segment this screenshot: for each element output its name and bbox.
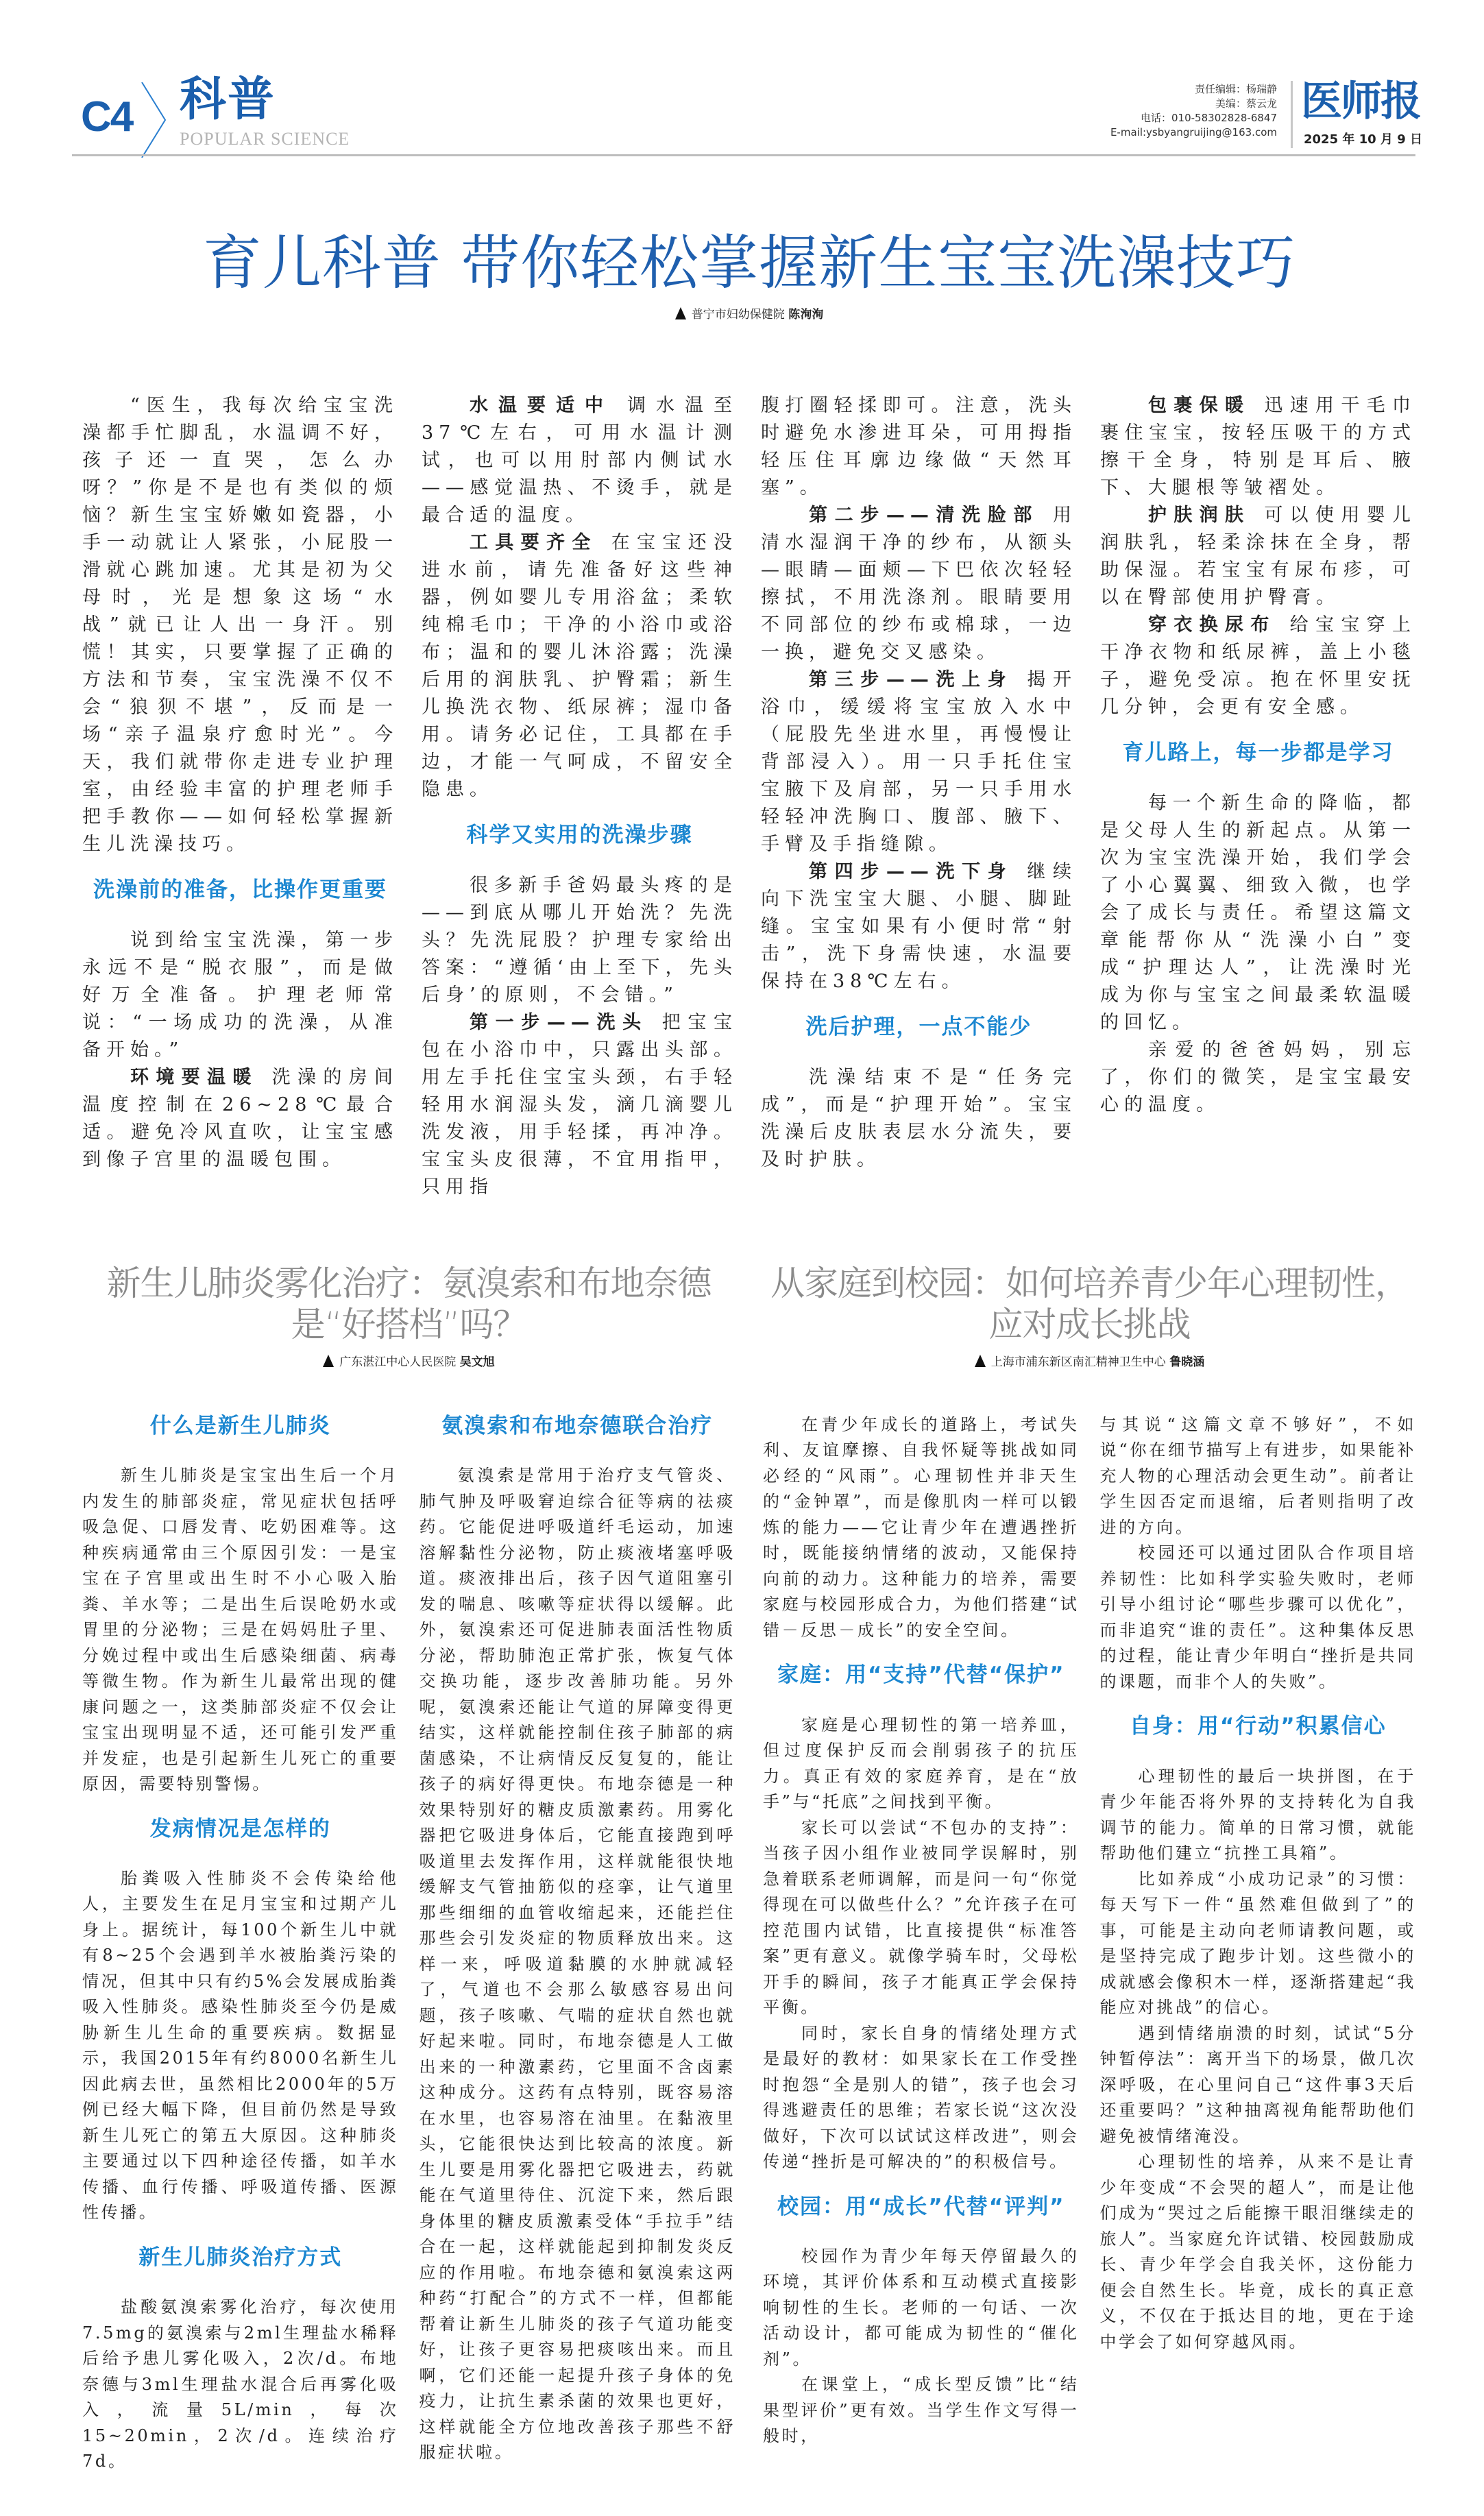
- paragraph: [761, 666, 1077, 858]
- paragraph-text: 腹打圈轻揉即可。注意，洗头时避免水渗进耳朵，可用拇指轻压住耳廓边缘做“天然耳塞”。: [761, 394, 1077, 498]
- article-pneumonia: [82, 1263, 735, 2475]
- paragraph-text: 盐酸氨溴索雾化治疗，每次使用7.5mg的氨溴索与2ml生理盐水稀释后给予患儿雾化吸入，2次/d。布地奈德与3ml生理盐水混合后再雾化吸入，流量5L/min，每次15~20min，2次/d。连续治疗7d。: [82, 2297, 399, 2471]
- paragraph-text: 洗澡结束不是“任务完成”，而是“护理开始”。宝宝洗澡后皮肤表层水分流失，要及时护肤。: [761, 1066, 1077, 1170]
- article-column: [761, 392, 1077, 1201]
- paragraph-text: 在青少年成长的道路上，考试失利、友谊摩擦、自我怀疑等挑战如同必经的“风雨”。心理韧性并非天生的“金钟罩”，而是像肌肉一样可以锻炼的能力——它让青少年在遭遇挫折时，既能接纳情绪的波动，又能保持向前的动力。这种能力的培养，需要家庭与校园形成合力，为他们搭建“试错－反思－成长”的安全空间。: [763, 1414, 1080, 1640]
- paragraph-lead: 护肤润肤: [1148, 504, 1251, 526]
- paragraph-text: 给宝宝穿上干净衣物和纸尿裤，盖上小毯子，避免受凉。抱在怀里安抚几分钟，会更有安全感。: [1100, 614, 1417, 718]
- paragraph: [82, 1866, 399, 2226]
- paragraph: [1100, 392, 1416, 502]
- paragraph-lead: 第四步——洗下身: [809, 860, 1014, 882]
- byline-author: 鲁晓涵: [1169, 1355, 1205, 1369]
- paragraph-text: 说到给宝宝洗澡，第一步永远不是“脱衣服”，而是做好万全准备。护理老师常说：“一场成功的洗澡，从准备开始。”: [82, 929, 398, 1061]
- paragraph: [763, 2372, 1080, 2450]
- paragraph-lead: 第一步——洗头: [470, 1011, 648, 1033]
- paragraph-text: 在课堂上，“成长型反馈”比“结果型评价”更有效。当学生作文写得一般时，: [763, 2375, 1080, 2446]
- paragraph-text: 每一个新生命的降临，都是父母人生的新起点。从第一次为宝宝洗澡开始，我们学会了小心翼翼、细致入微，也学会了成长与责任。希望这篇文章能帮你从“洗澡小白”变成“护理达人”，让洗澡时光成为你与宝宝之间最柔软温暖的回忆。: [1100, 792, 1416, 1033]
- paragraph-text: 胎粪吸入性肺炎不会传染给他人，主要发生在足月宝宝和过期产儿身上。据统计，每100个新生儿中就有8~25个会遇到羊水被胎粪污染的情况，但其中只有约5%会发展成胎粪吸入性肺炎。感染性肺炎至今仍是威胁新生儿生命的重要疾病。数据显示，我国2015年有约8000名新生儿因此病去世，虽然相比2000年的5万例已经大幅下降，但目前仍然是导致新生儿死亡的第五大原因。这种肺炎主要通过以下四种途径传播，如羊水传播、血行传播、呼吸道传播、医源性传播。: [82, 1868, 399, 2223]
- paragraph-text: 与其说“这篇文章不够好”，不如说“你在细节描写上有进步，如果能补充人物的心理活动会更生动”。前者让学生因否定而退缩，后者则指明了改进的方向。: [1099, 1414, 1416, 1537]
- header-divider: [1291, 81, 1293, 148]
- paragraph-text: 迅速用干毛巾裹住宝宝，按轻压吸干的方式擦干全身，特别是耳后、腋下、大腿根等皱褶处。: [1100, 394, 1417, 498]
- section-heading: 育儿路上，每一步都是学习: [1122, 740, 1394, 765]
- section-heading: 校园：用“成长”代替“评判”: [777, 2194, 1065, 2219]
- article-title: 育儿科普 带你轻松掌握新生宝宝洗澡技巧: [202, 229, 1296, 298]
- paragraph: [82, 927, 398, 1064]
- byline: [763, 1355, 1416, 1371]
- paragraph-text: 校园作为青少年每天停留最久的环境，其评价体系和互动模式直接影响韧性的生长。老师的一句话、一次活动设计，都可能成为韧性的“催化剂”。: [763, 2246, 1080, 2369]
- paragraph-text: 揭开浴巾，缓缓将宝宝放入水中（屁股先坐进水里，再慢慢让背部浸入）。用一只手托住宝宝腋下及肩部，另一只手用水轻轻冲洗胸口、腹部、腋下、手臂及手指缝隙。: [761, 668, 1077, 855]
- article-columns: [82, 392, 1416, 1201]
- section-heading: 科学又实用的洗澡步骤: [466, 822, 693, 847]
- paragraph-text: 调水温至37℃左右，可用水温计测试，也可以用肘部内侧试水——感觉温热、不烫手，就是最合适的温度。: [422, 394, 738, 526]
- article-title: 新生儿肺炎雾化治疗：氨溴索和布地奈德是“好搭档”吗？: [106, 1263, 711, 1344]
- paragraph: [82, 2295, 399, 2475]
- section-heading: 氨溴索和布地奈德联合治疗: [441, 1413, 714, 1438]
- paragraph-text: 洗澡的房间温度控制在26~28℃最合适。避免冷风直吹，让宝宝感到像子宫里的温暖包围。: [82, 1066, 399, 1170]
- byline-org: 上海市浦东新区南汇精神卫生中心: [990, 1355, 1166, 1369]
- byline: [82, 1355, 735, 1371]
- paragraph-lead: 穿衣换尿布: [1148, 614, 1276, 636]
- paragraph: [763, 2021, 1080, 2175]
- paragraph: [1100, 2149, 1417, 2355]
- section-heading: 自身：用“行动”积累信心: [1129, 1714, 1387, 1739]
- paragraph: [82, 392, 398, 858]
- paragraph: [763, 1815, 1080, 2021]
- paragraph: [422, 529, 738, 803]
- paragraph-text: 校园还可以通过团队合作项目培养韧性：比如科学实验失败时，老师引导小组讨论“哪些步骤可以优化”，而非追究“谁的责任”。这种集体反思的过程，能让青少年明白“挫折是共同的课题，而非个人的失败”。: [1099, 1543, 1416, 1691]
- paragraph-text: 同时，家长自身的情绪处理方式是最好的教材：如果家长在工作受挫时抱怨“全是别人的错”，孩子也会习得逃避责任的思维；若家长说“这次没做好，下次可以试试这样改进”，则会传递“挫折是可解决的”的积极信号。: [763, 2023, 1080, 2172]
- article-columns: [763, 1412, 1416, 2450]
- article-column: [419, 1412, 736, 2475]
- paragraph: [1100, 1540, 1417, 1695]
- paragraph-text: “医生，我每次给宝宝洗澡都手忙脚乱，水温调不好，孩子还一直哭，怎么办呀？”你是不是也有类似的烦恼？新生宝宝娇嫩如瓷器，小手一动就让人紧张，小屁股一滑就心跳加速。尤其是初为父母时，光是想象这场“水战”就已让人出一身汗。别慌！其实，只要掌握了正确的方法和节奏，宝宝洗澡不仅不会“狼狈不堪”，反而是一场“亲子温泉疗愈时光”。今天，我们就带你走进专业护理室，由经验丰富的护理老师手把手教你——如何轻松掌握新生儿洗澡技巧。: [82, 394, 398, 855]
- section-heading: 洗澡前的准备，比操作更重要: [93, 877, 387, 902]
- paragraph: [763, 1713, 1080, 1815]
- paragraph-text: 用清水湿润干净的纱布，从额头—眼睛—面颊—下巴依次轻轻擦拭，不用洗涤剂。眼睛要用不同部位的纱布或棉球，一边一换，避免交叉感染。: [761, 504, 1077, 663]
- triangle-icon: [323, 1355, 334, 1367]
- paragraph-text: 可以使用婴儿润肤乳，轻柔涂抹在全身，帮助保湿。若宝宝有尿布疹，可以在臀部使用护臀膏。: [1100, 504, 1417, 608]
- header-rule: [72, 154, 1415, 156]
- paragraph-text: 新生儿肺炎是宝宝出生后一个月内发生的肺部炎症，常见症状包括呼吸急促、口唇发青、吃奶困难等。这种疾病通常由三个原因引发：一是宝宝在子宫里或出生时不小心吸入胎粪、羊水等；二是出生后误呛奶水或胃里的分泌物；三是在妈妈肚子里、分娩过程中或出生后感染细菌、病毒等微生物。作为新生儿最常出现的健康问题之一，这类肺部炎症不仅会让宝宝出现明显不适，还可能引发严重并发症，也是引起新生儿死亡的重要原因，需要特别警惕。: [82, 1466, 399, 1794]
- paragraph-text: 亲爱的爸爸妈妈，别忘了，你们的微笑，是宝宝最安心的温度。: [1100, 1039, 1416, 1115]
- article-title: 从家庭到校园：如何培养青少年心理韧性，应对成长挑战: [770, 1263, 1409, 1344]
- article-column: [82, 392, 398, 1201]
- byline-author: 吴文旭: [459, 1355, 495, 1369]
- section-heading: 家庭：用“支持”代替“保护”: [777, 1662, 1065, 1688]
- paragraph: [1100, 1412, 1417, 1541]
- bottom-articles: [0, 1201, 1484, 2516]
- paragraph-text: 心理韧性的培养，从来不是让青少年变成“不会哭的超人”，而是让他们成为“哭过之后能擦干眼泪继续走的旅人”。当家庭允许试错、校园鼓励成长、青少年学会自我关怀，这份能力便会自然生长。毕竟，成长的真正意义，不仅在于抵达目的地，更在于途中学会了如何穿越风雨。: [1099, 2152, 1416, 2351]
- paragraph-lead: 环境要温暖: [130, 1066, 258, 1088]
- chevron-divider-icon: [141, 82, 168, 158]
- paragraph-lead: 第二步——清洗脸部: [809, 504, 1039, 526]
- section-title: 科普: [180, 73, 276, 127]
- paragraph-lead: 第三步——洗上身: [809, 668, 1014, 690]
- editor: 责任编辑：杨瑞静: [1194, 83, 1277, 95]
- paragraph: [1100, 790, 1416, 1037]
- email: E-mail:ysbyangruijing@163.com: [1110, 126, 1277, 138]
- section-heading: 发病情况是怎样的: [149, 1816, 331, 1841]
- paragraph: [1100, 612, 1416, 721]
- paragraph: [1100, 1867, 1417, 2021]
- article-bathing: [0, 165, 1484, 1201]
- article-column: [1100, 392, 1416, 1201]
- article-column: [422, 392, 738, 1201]
- paragraph-text: 氨溴索是常用于治疗支气管炎、肺气肿及呼吸窘迫综合征等病的祛痰药。它能促进呼吸道纤毛运动，加速溶解黏性分泌物，防止痰液堵塞呼吸道。痰液排出后，孩子因气道阻塞引发的喘息、咳嗽等症状得以缓解。此外，氨溴索还可促进肺表面活性物质分泌，帮助肺泡正常扩张，恢复气体交换功能，逐步改善肺功能。另外呢，氨溴索还能让气道的屏障变得更结实，这样就能控制住孩子肺部的病菌感染，不让病情反反复复的，能让孩子的病好得更快。布地奈德是一种效果特别好的糖皮质激素药。用雾化器把它吸进身体后，它能直接跑到呼吸道里去发挥作用，这样就能很快地缓解支气管抽筋似的痉挛，让气道里那些细细的血管收缩起来，还能拦住那些会引发炎症的物质释放出来。这样一来，呼吸道黏膜的水肿就减轻了，气道也不会那么敏感容易出问题，孩子咳嗽、气喘的症状自然也就好起来啦。同时，布地奈德是人工做出来的一种激素药，它里面不含卤素这种成分。这药有点特别，既容易溶在水里，也容易溶在油里。在黏液里头，它能很快达到比较高的浓度。新生儿要是用雾化器把它吸进去，药就能在气道里待住、沉淀下来，然后跟身体里的糖皮质激素受体“手拉手”结合在一起，这样就能起到抑制发炎反应的作用啦。布地奈德和氨溴索这两种药“打配合”的方式不一样，但都能帮着让新生儿肺炎的孩子气道功能变好，让孩子更容易把痰咳出来。而且啊，它们还能一起提升孩子身体的免疫力，让抗生素杀菌的效果也更好，这样就能全方位地改善孩子那些不舒服症状啦。: [419, 1466, 735, 2463]
- paragraph: [763, 1412, 1080, 1644]
- paragraph-text: 很多新手爸妈最头疼的是——到底从哪儿开始洗？先洗头？先洗屁股？护理专家给出答案：“遵循‘由上至下，先头后身’的原则，不会错。”: [422, 874, 738, 1006]
- paragraph: [1100, 2021, 1417, 2150]
- paragraph: [763, 2244, 1080, 2373]
- paragraph: [422, 1009, 738, 1201]
- article-column: [763, 1412, 1080, 2450]
- editor-info: [1110, 82, 1277, 140]
- paragraph: [761, 1064, 1077, 1174]
- page-number: C4: [81, 93, 133, 141]
- section-heading: 什么是新生儿肺炎: [149, 1413, 331, 1438]
- byline-author: 陈洵洵: [788, 307, 824, 322]
- paragraph: [82, 1463, 399, 1798]
- paragraph-text: 继续向下洗宝宝大腿、小腿、脚趾缝。宝宝如果有小便时常“射击”，洗下身需快速，水温要保持在38℃左右。: [761, 860, 1077, 992]
- paragraph: [1100, 1764, 1417, 1867]
- section-heading: 洗后护理，一点不能少: [805, 1014, 1032, 1039]
- paragraph-text: 家长可以尝试“不包办的支持”：当孩子因小组作业被同学误解时，别急着联系老师调解，而是问一句“你觉得现在可以做些什么？”允许孩子在可控范围内试错，比直接提供“标准答案”更有意义。就像学骑车时，父母松开手的瞬间，孩子才能真正学会保持平衡。: [763, 1817, 1080, 2018]
- byline-org: 广东湛江中心人民医院: [339, 1355, 457, 1369]
- issue-date: 2025 年 10 月 9 日: [1304, 132, 1423, 147]
- section-heading: 新生儿肺炎治疗方式: [138, 2245, 343, 2270]
- paragraph: [82, 1064, 398, 1174]
- paragraph: [1100, 502, 1416, 612]
- article-columns: [82, 1412, 735, 2475]
- paragraph: [761, 392, 1077, 502]
- section-subtitle: POPULAR SCIENCE: [180, 129, 350, 149]
- triangle-icon: [975, 1355, 986, 1367]
- designer: 美编：蔡云龙: [1215, 97, 1277, 110]
- paragraph: [761, 502, 1077, 666]
- phone: 电话：010-58302828-6847: [1141, 112, 1277, 124]
- paragraph-text: 把宝宝包在小浴巾中，只露出头部。用左手托住宝宝头颈，右手轻轻用水润湿头发，滴几滴婴儿洗发液，用手轻揉，再冲净。宝宝头皮很薄，不宜用指甲，只用指: [422, 1011, 738, 1198]
- paragraph-text: 比如养成“小成功记录”的习惯：每天写下一件“虽然难但做到了”的事，可能是主动向老师请教问题，或是坚持完成了跑步计划。这些微小的成就感会像积木一样，逐渐搭建起“我能应对挑战”的信心。: [1099, 1869, 1416, 2018]
- paragraph-lead: 包裹保暖: [1148, 394, 1251, 416]
- article-column: [82, 1412, 399, 2475]
- paragraph: [422, 392, 738, 529]
- paragraph-text: 心理韧性的最后一块拼图，在于青少年能否将外界的支持转化为自我调节的能力。简单的日常习惯，就能帮助他们建立“抗挫工具箱”。: [1099, 1766, 1416, 1863]
- paragraph-lead: 工具要齐全: [470, 531, 598, 553]
- masthead: [0, 0, 1484, 165]
- paragraph-lead: 水温要适中: [470, 394, 613, 416]
- byline-org: 普宁市妇幼保健院: [691, 307, 785, 322]
- article-column: [1100, 1412, 1417, 2450]
- article-resilience: [763, 1263, 1416, 2475]
- paragraph: [419, 1463, 736, 2466]
- paragraph: [422, 872, 738, 1009]
- paragraph-text: 遇到情绪崩溃的时刻，试试“5分钟暂停法”：离开当下的场景，做几次深呼吸，在心里问自己“这件事3天后还重要吗？”这种抽离视角能帮助他们避免被情绪淹没。: [1099, 2023, 1416, 2146]
- newspaper-logo: 医师报: [1301, 77, 1420, 125]
- paragraph-text: 家庭是心理韧性的第一培养皿，但过度保护反而会削弱孩子的抗压力。真正有效的家庭养育，是在“放手”与“托底”之间找到平衡。: [763, 1715, 1080, 1812]
- byline: [82, 307, 1416, 324]
- paragraph: [761, 858, 1077, 995]
- triangle-icon: [675, 307, 686, 319]
- paragraph-text: 在宝宝还没进水前，请先准备好这些神器，例如婴儿专用浴盆；柔软纯棉毛巾；干净的小浴巾或浴布；温和的婴儿沐浴露；洗澡后用的润肤乳、护臀霜；新生儿换洗衣物、纸尿裤；湿巾备用。请务必记住，工具都在手边，才能一气呵成，不留安全隐患。: [422, 531, 738, 800]
- paragraph: [1100, 1037, 1416, 1119]
